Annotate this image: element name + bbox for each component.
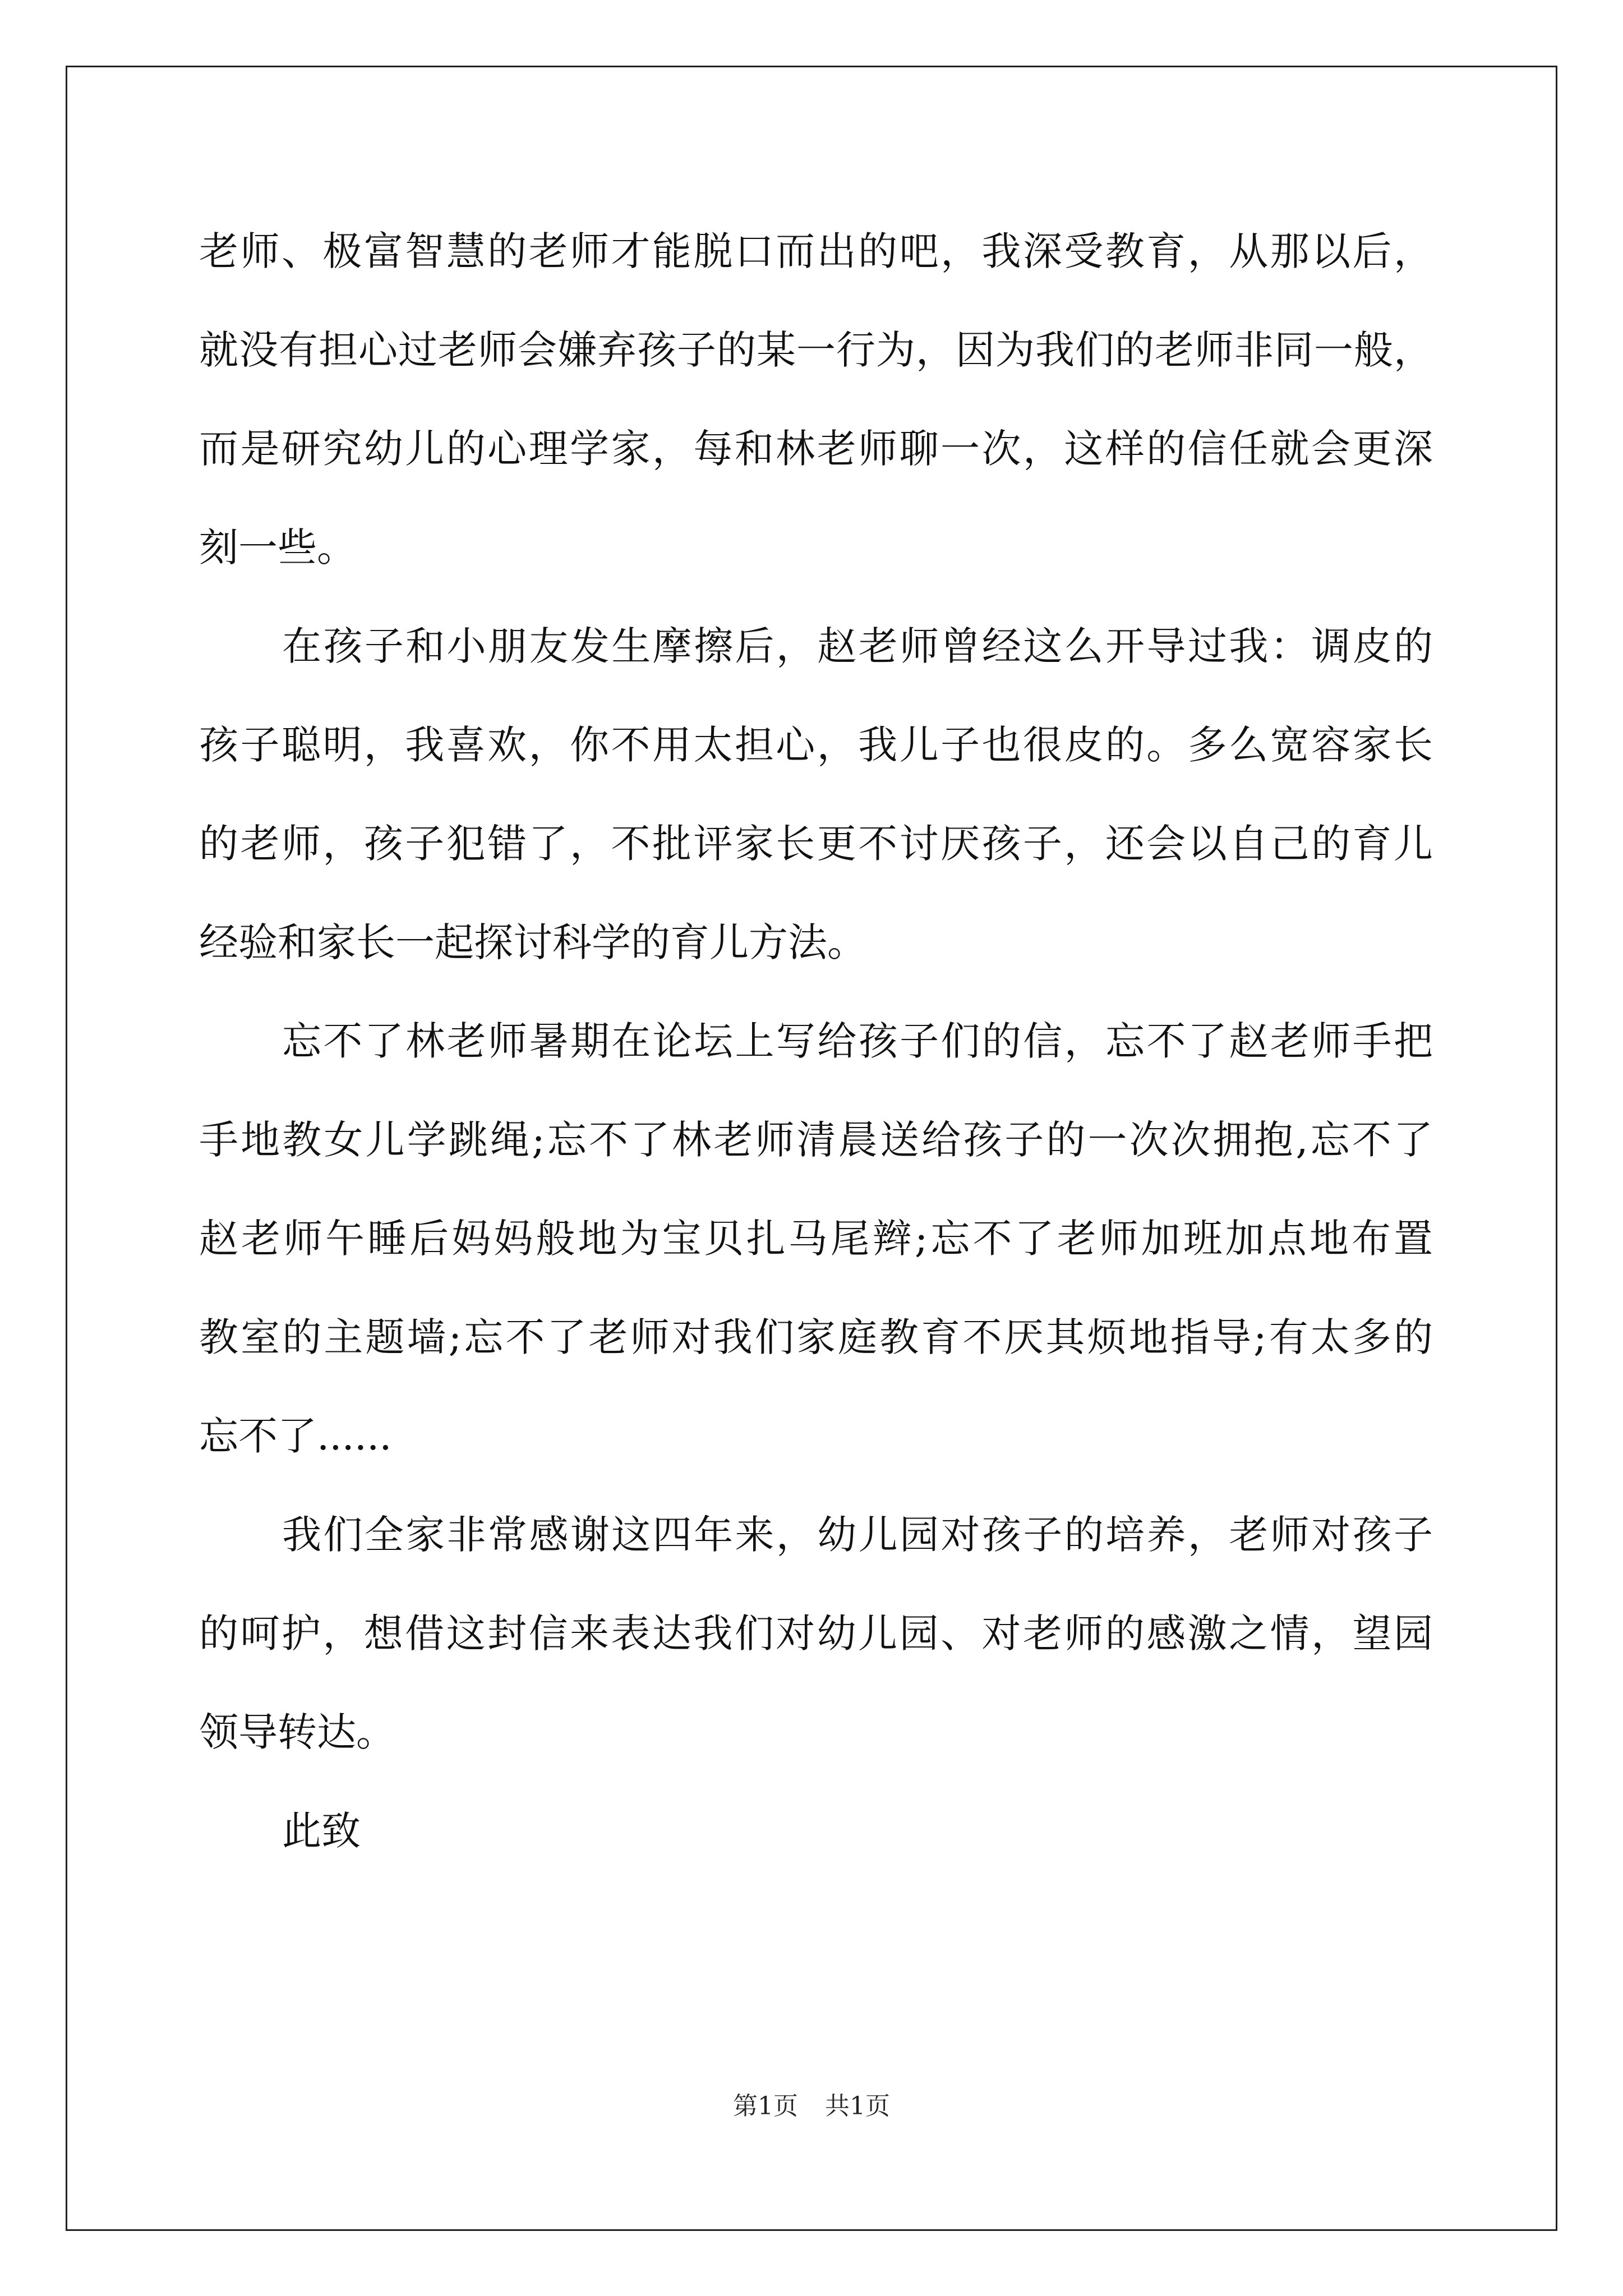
paragraph-4: [199, 1485, 1433, 1782]
text-line: 就没有担心过老师会嫌弃孩子的某一行为，因为我们的老师非同一般，: [199, 327, 1433, 373]
text-line: 孩子聪明，我喜欢，你不用太担心，我儿子也很皮的。多么宽容家长: [199, 722, 1433, 768]
paragraph-2: [199, 597, 1433, 992]
letter-body: [199, 202, 1433, 1880]
text-line: 在孩子和小朋友发生摩擦后，赵老师曾经这么开导过我：调皮的: [282, 623, 1433, 669]
text-line: 教室的主题墙;忘不了老师对我们家庭教育不厌其烦地指导;有太多的: [199, 1314, 1433, 1360]
text-line: 忘不了林老师暑期在论坛上写给孩子们的信，忘不了赵老师手把: [282, 1018, 1433, 1064]
text-line: 的呵护，想借这封信来表达我们对幼儿园、对老师的感激之情，望园: [199, 1611, 1433, 1657]
text-line: 忘不了......: [199, 1413, 392, 1459]
text-line: 老师、极富智慧的老师才能脱口而出的吧，我深受教育，从那以后，: [199, 228, 1433, 274]
text-line: 手地教女儿学跳绳;忘不了林老师清晨送给孩子的一次次拥抱,忘不了: [199, 1117, 1433, 1163]
paragraph-1: [199, 202, 1433, 597]
text-line: 刻一些。: [199, 524, 356, 570]
page-number: 第1页: [733, 2092, 798, 2120]
text-line: 而是研究幼儿的心理学家，每和林老师聊一次，这样的信任就会更深: [199, 426, 1433, 472]
text-line: 此致: [282, 1808, 361, 1854]
page-footer: [0, 2086, 1623, 2122]
paragraph-3: [199, 992, 1433, 1485]
text-line: 领导转达。: [199, 1709, 395, 1755]
page-total: 共1页: [825, 2092, 890, 2120]
text-line: 经验和家长一起探讨科学的育儿方法。: [199, 919, 866, 965]
text-line: 我们全家非常感谢这四年来，幼儿园对孩子的培养，老师对孩子: [282, 1512, 1433, 1558]
text-line: 赵老师午睡后妈妈般地为宝贝扎马尾辫;忘不了老师加班加点地布置: [199, 1216, 1433, 1262]
text-line: 的老师，孩子犯错了，不批评家长更不讨厌孩子，还会以自己的育儿: [199, 821, 1433, 867]
paragraph-5: [199, 1782, 1433, 1880]
